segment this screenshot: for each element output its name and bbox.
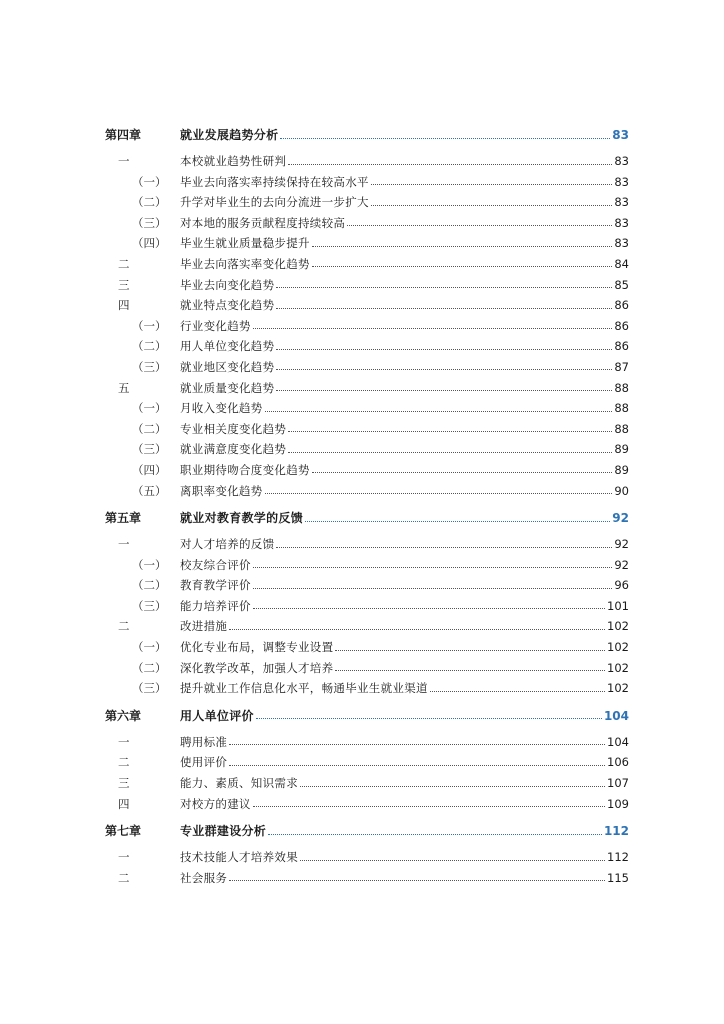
toc-section-row[interactable] [0, 254, 724, 275]
toc-number: 第五章 [105, 511, 142, 526]
toc-entry [180, 481, 629, 501]
toc-page-number: 96 [614, 578, 629, 593]
toc-number: 四 [118, 298, 130, 313]
toc-subsection-row[interactable] [0, 596, 724, 617]
toc-number: （二） [132, 339, 167, 354]
dot-leader [268, 834, 602, 835]
dot-leader [305, 521, 610, 522]
toc-entry [180, 596, 629, 616]
toc-number: （一） [132, 557, 167, 572]
toc-title: 月收入变化趋势 [180, 401, 263, 416]
toc-title: 就业满意度变化趋势 [180, 442, 287, 457]
toc-entry [180, 295, 629, 315]
toc-number: （一） [132, 401, 167, 416]
dot-leader [253, 328, 613, 329]
toc-entry [180, 316, 629, 336]
toc-title: 社会服务 [180, 870, 228, 885]
toc-title: 用人单位评价 [180, 708, 254, 723]
toc-number: 一 [118, 850, 130, 865]
toc-number: 二 [118, 870, 130, 885]
dot-leader [371, 184, 613, 185]
toc-entry [180, 575, 629, 595]
toc-entry [180, 752, 629, 772]
dot-leader [229, 880, 605, 881]
toc-section-row[interactable] [0, 847, 724, 868]
dot-leader [300, 786, 605, 787]
toc-entry [180, 124, 629, 146]
toc-title: 离职率变化趋势 [180, 483, 263, 498]
toc-page-number: 102 [607, 681, 629, 696]
toc-subsection-row[interactable] [0, 357, 724, 378]
toc-title: 本校就业趋势性研判 [180, 154, 287, 168]
toc-section-row[interactable] [0, 752, 724, 773]
toc-page-number: 83 [614, 215, 629, 230]
toc-section-row[interactable] [0, 732, 724, 753]
toc-subsection-row[interactable] [0, 398, 724, 419]
toc-number: 第六章 [105, 708, 142, 723]
toc-page-number: 83 [614, 236, 629, 251]
toc-title: 专业群建设分析 [180, 824, 267, 839]
toc-subsection-row[interactable] [0, 233, 724, 254]
toc-section-row[interactable] [0, 773, 724, 794]
toc-title: 使用评价 [180, 755, 228, 770]
dot-leader [276, 369, 612, 370]
dot-leader [276, 308, 612, 309]
toc-page-number: 102 [607, 640, 629, 655]
toc-title: 对人才培养的反馈 [180, 537, 275, 552]
toc-title: 就业发展趋势分析 [180, 128, 279, 142]
toc-entry [180, 192, 629, 212]
dot-leader [430, 691, 605, 692]
toc-title: 对校方的建议 [180, 796, 251, 811]
dot-leader [256, 718, 602, 719]
dot-leader [253, 608, 605, 609]
toc-number: （三） [132, 442, 167, 457]
toc-entry [180, 732, 629, 752]
toc-title: 对本地的服务贡献程度持续较高 [180, 215, 346, 230]
toc-subsection-row[interactable] [0, 213, 724, 234]
toc-entry [180, 794, 629, 814]
dot-leader [265, 411, 613, 412]
toc-section-row[interactable] [0, 151, 724, 172]
toc-number: （五） [132, 483, 167, 498]
toc-page-number: 84 [614, 256, 629, 271]
toc-page-number: 83 [612, 128, 629, 142]
dot-leader [276, 390, 612, 391]
toc-entry [180, 151, 629, 171]
toc-subsection-row[interactable] [0, 439, 724, 460]
toc-number: （一） [132, 174, 167, 189]
toc-title: 专业相关度变化趋势 [180, 421, 287, 436]
dot-leader [276, 547, 612, 548]
toc-subsection-row[interactable] [0, 637, 724, 658]
toc-number: （三） [132, 215, 167, 230]
dot-leader [276, 349, 612, 350]
toc-title: 毕业生就业质量稳步提升 [180, 236, 310, 251]
toc-section-row[interactable] [0, 616, 724, 637]
toc-page-number: 83 [614, 195, 629, 210]
toc-number: 二 [118, 256, 130, 271]
toc-section-row[interactable] [0, 868, 724, 889]
dot-leader [347, 225, 612, 226]
toc-number: （二） [132, 421, 167, 436]
toc-page-number: 109 [607, 796, 629, 811]
toc-title: 改进措施 [180, 619, 228, 634]
toc-page-number: 92 [614, 557, 629, 572]
toc-page-number: 104 [607, 734, 629, 749]
toc-number: 五 [118, 380, 130, 395]
toc-number: 一 [118, 537, 130, 552]
toc-title: 教育教学评价 [180, 578, 251, 593]
toc-title: 就业对教育教学的反馈 [180, 511, 304, 526]
toc-entry [180, 555, 629, 575]
toc-title: 就业地区变化趋势 [180, 359, 275, 374]
toc-entry [180, 439, 629, 459]
toc-page-number: 88 [614, 401, 629, 416]
dot-leader [288, 452, 612, 453]
toc-subsection-row[interactable] [0, 336, 724, 357]
toc-number: 三 [118, 277, 130, 292]
toc-number: 四 [118, 796, 130, 811]
toc-page-number: 101 [607, 598, 629, 613]
toc-entry [180, 616, 629, 636]
toc-subsection-row[interactable] [0, 575, 724, 596]
toc-number: （三） [132, 359, 167, 374]
toc-entry [180, 847, 629, 867]
dot-leader [276, 287, 612, 288]
toc-page-number: 88 [614, 421, 629, 436]
toc-title: 用人单位变化趋势 [180, 339, 275, 354]
toc-number: （四） [132, 236, 167, 251]
toc-chapter-row[interactable] [0, 124, 724, 146]
toc-entry [180, 507, 629, 529]
toc-title: 优化专业布局，调整专业设置 [180, 640, 334, 655]
toc-page-number: 83 [614, 154, 629, 168]
toc-title: 职业期待吻合度变化趋势 [180, 462, 310, 477]
toc-page-number: 89 [614, 442, 629, 457]
toc-title: 行业变化趋势 [180, 318, 251, 333]
toc-subsection-row[interactable] [0, 316, 724, 337]
dot-leader [312, 246, 613, 247]
toc-page-number: 83 [614, 174, 629, 189]
toc-number: （二） [132, 660, 167, 675]
toc-number: 第七章 [105, 824, 142, 839]
toc-subsection-row[interactable] [0, 658, 724, 679]
toc-page-number: 104 [603, 708, 629, 723]
dot-leader [253, 588, 613, 589]
toc-number: 一 [118, 734, 130, 749]
toc-entry [180, 820, 629, 842]
toc-subsection-row[interactable] [0, 192, 724, 213]
toc-section-row[interactable] [0, 378, 724, 399]
dot-leader [312, 472, 613, 473]
toc-entry [180, 233, 629, 253]
dot-leader [280, 138, 610, 139]
toc-entry [180, 868, 629, 888]
toc-entry [180, 172, 629, 192]
toc-subsection-row[interactable] [0, 460, 724, 481]
toc-subsection-row[interactable] [0, 678, 724, 699]
toc-chapter-row[interactable] [0, 705, 724, 727]
toc-title: 能力培养评价 [180, 598, 251, 613]
toc-title: 升学对毕业生的去向分流进一步扩大 [180, 195, 369, 210]
toc-chapter-row[interactable] [0, 820, 724, 842]
toc-entry [180, 357, 629, 377]
dot-leader [300, 860, 605, 861]
toc-subsection-row[interactable] [0, 172, 724, 193]
toc-entry [180, 378, 629, 398]
toc-page-number: 112 [607, 850, 629, 865]
toc-entry [180, 275, 629, 295]
toc-page-number: 115 [607, 870, 629, 885]
toc-page-number: 102 [607, 660, 629, 675]
toc-page-number: 92 [612, 511, 629, 526]
toc-title: 深化教学改革，加强人才培养 [180, 660, 334, 675]
dot-leader [229, 765, 605, 766]
toc-entry [180, 637, 629, 657]
dot-leader [371, 205, 613, 206]
toc-entry [180, 678, 629, 698]
toc-entry [180, 658, 629, 678]
toc-page-number: 107 [607, 776, 629, 791]
toc-entry [180, 336, 629, 356]
dot-leader [288, 164, 612, 165]
toc-number: （一） [132, 318, 167, 333]
toc-page-number: 92 [614, 537, 629, 552]
toc-number: （一） [132, 640, 167, 655]
toc-page-number: 86 [614, 339, 629, 354]
toc-number: 三 [118, 776, 130, 791]
toc-section-row[interactable] [0, 275, 724, 296]
toc-page-number: 112 [603, 824, 629, 839]
toc-title: 聘用标准 [180, 734, 228, 749]
toc-page-number: 90 [614, 483, 629, 498]
toc-section-row[interactable] [0, 794, 724, 815]
toc-entry [180, 419, 629, 439]
dot-leader [288, 431, 612, 432]
toc-title: 能力、素质、知识需求 [180, 776, 298, 791]
toc-page-number: 88 [614, 380, 629, 395]
toc-page-number: 102 [607, 619, 629, 634]
toc-number: 第四章 [105, 128, 142, 142]
dot-leader [335, 670, 605, 671]
toc-number: 二 [118, 619, 130, 634]
toc-number: （二） [132, 578, 167, 593]
toc-entry [180, 460, 629, 480]
toc-entry [180, 534, 629, 554]
dot-leader [335, 650, 605, 651]
toc-title: 毕业去向落实率持续保持在较高水平 [180, 174, 369, 189]
toc-page-number: 86 [614, 298, 629, 313]
toc-number: 二 [118, 755, 130, 770]
toc-chapter-row[interactable] [0, 507, 724, 529]
toc-entry [180, 705, 629, 727]
toc-section-row[interactable] [0, 295, 724, 316]
toc-title: 校友综合评价 [180, 557, 251, 572]
dot-leader [253, 567, 613, 568]
toc-page-number: 106 [607, 755, 629, 770]
table-of-contents [0, 118, 724, 888]
dot-leader [312, 266, 613, 267]
toc-number: （三） [132, 681, 167, 696]
toc-title: 技术技能人才培养效果 [180, 850, 298, 865]
toc-entry [180, 254, 629, 274]
toc-title: 提升就业工作信息化水平，畅通毕业生就业渠道 [180, 681, 428, 696]
toc-page-number: 89 [614, 462, 629, 477]
toc-page-number: 87 [614, 359, 629, 374]
toc-number: （三） [132, 598, 167, 613]
toc-subsection-row[interactable] [0, 481, 724, 502]
toc-title: 就业质量变化趋势 [180, 380, 275, 395]
toc-entry [180, 213, 629, 233]
toc-entry [180, 398, 629, 418]
toc-page-number: 86 [614, 318, 629, 333]
dot-leader [265, 493, 613, 494]
dot-leader [229, 744, 605, 745]
toc-number: （二） [132, 195, 167, 210]
toc-number: 一 [118, 154, 130, 168]
toc-subsection-row[interactable] [0, 555, 724, 576]
toc-number: （四） [132, 462, 167, 477]
toc-title: 毕业去向变化趋势 [180, 277, 275, 292]
dot-leader [253, 806, 605, 807]
toc-title: 毕业去向落实率变化趋势 [180, 256, 310, 271]
toc-page-number: 85 [614, 277, 629, 292]
toc-entry [180, 773, 629, 793]
dot-leader [229, 629, 605, 630]
toc-title: 就业特点变化趋势 [180, 298, 275, 313]
toc-subsection-row[interactable] [0, 419, 724, 440]
toc-section-row[interactable] [0, 534, 724, 555]
